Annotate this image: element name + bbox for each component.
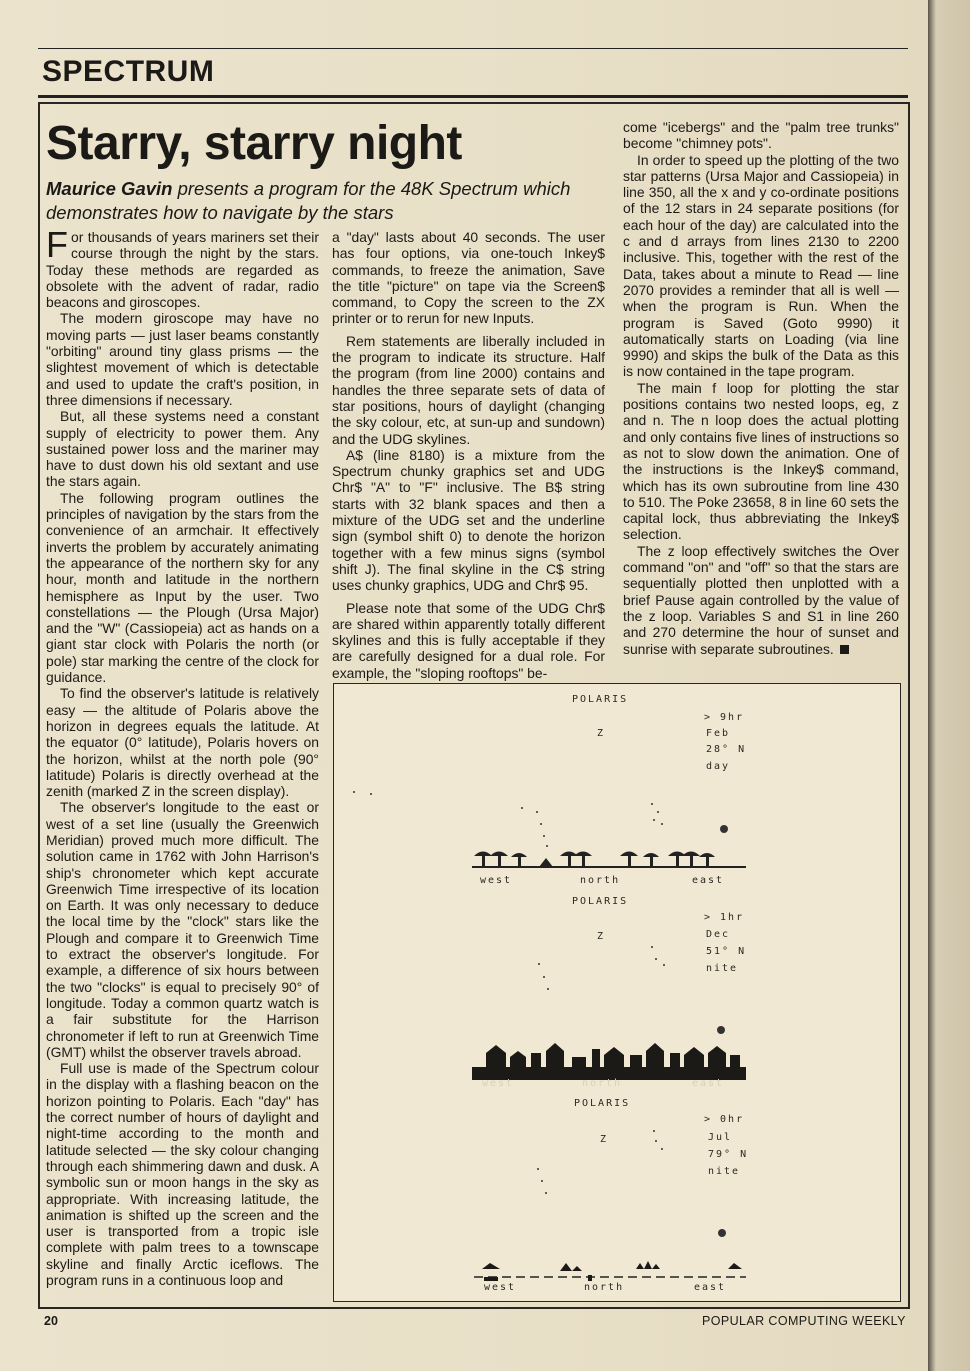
page-number: 20 (44, 1314, 58, 1328)
east-label: east (692, 1078, 725, 1089)
paragraph: The observer's longitude to the east or west of a set line (usually the Greenwich Meridian) proved much more difficult. The solution came in 1762 with John Harrison's ship's chronometer which kept accurate Greenwich Time irrespective of its location on Earth. It was only necessary to deduce the local time by the "clock" stars like the Plough and compare it to Greenwich Time to extract the observer's longitude. For example, a difference of six hours between the two "clocks" is equal to precisely 90° of longitude. Today a common quartz watch is a fair substitute for the Harrison chronometer if left to run at Greenwich Time (GMT) whilst the observer travels abroad. (46, 799, 319, 1060)
hour-readout: > 9hr (704, 712, 745, 723)
column-1 (46, 224, 319, 1288)
paragraph: Full use is made of the Spectrum colour in the display with a flashing beacon on the horizon pointing to Polaris. Each "day" has the correct number of hours of daylight and night-time according to the month and latitude selected — the sky colour changing through each shimmering dawn and dusk. A symbolic sun or moon hangs in the sky as appropriate. With increasing latitude, the animation is shifted up the screen and the user is transported from a tropic isle complete with palm trees to a townscape skyline and finally Arctic iceflows. The program runs in a continuous loop and (46, 1060, 319, 1288)
paragraph: Please note that some of the UDG Chr$ are shared within apparently totally different skylines and this is fully acceptable if they are carefully designed for a dual role. For example, the "sloping rooftops" be- (332, 599, 605, 681)
hour-readout: > 0hr (704, 1114, 745, 1125)
north-label: north (580, 875, 621, 886)
standfirst (46, 177, 586, 225)
month-readout: Jul (708, 1132, 733, 1143)
facing-page-edge (928, 0, 970, 1371)
paragraph: To find the observer's latitude is relatively easy — the altitude of Polaris above the horizon in degrees equals the latitude. At the equator (0° latitude), Polaris hovers on the horizon, whilst at the north pole (90° latitude) Polaris is directly overhead at the zenith (marked Z in the screen display). (46, 685, 319, 800)
section-header (38, 48, 908, 98)
zenith-marker: Z (597, 931, 606, 942)
end-mark-icon (840, 645, 849, 654)
west-label: west (482, 1078, 515, 1089)
day-night-readout: nite (706, 963, 739, 974)
latitude-readout: 51° N (706, 946, 747, 957)
east-label: east (692, 875, 725, 886)
palm-skyline (474, 852, 715, 868)
polaris-label: POLARIS (572, 896, 629, 907)
latitude-readout: 28° N (706, 744, 747, 755)
magazine-name: POPULAR COMPUTING WEEKLY (702, 1314, 906, 1328)
paragraph: In order to speed up the plotting of the two star patterns (Ursa Major and Cassiopeia) in line 350, all the x and y co-ordinate positions of the 12 stars in 24 separate positions (for each hour of the day) are calculated into the c and d arrays from lines 2130 to 2200 inclusive. This, together with the rest of the Data, takes about a minute to Read — line 2070 provides a reminder that all is well — when the program is Run. When the program is Saved (Goto 9990) it automatically starts on Loading (via line 9990) and skips the bulk of the Data as this is now contained in the tape program. (623, 151, 899, 380)
polaris-label: POLARIS (574, 1098, 631, 1109)
column-3 (623, 119, 899, 657)
paragraph: Rem statements are liberally included in the program to indicate its structure. Half the program (from line 2000) contains and handles the three separate sets of data of star positions, hours of daylight (changing the sky colour, etc, at sun-up and sundown) and the UDG skylines. (332, 332, 605, 447)
star-field-graphic (334, 889, 900, 1089)
author-name: Maurice Gavin (46, 178, 173, 199)
iceflow-skyline (482, 1261, 742, 1281)
paragraph: a "day" lasts about 40 seconds. The user has four options, via one-touch Inkey$ commands, to freeze the animation, Save the title "picture" on tape via the Screen$ command, to Copy the screen to the ZX printer or to rerun for new Inputs. (332, 229, 605, 327)
north-label: north (584, 1282, 625, 1293)
paragraph (623, 543, 899, 657)
star-field-graphic (334, 1089, 900, 1301)
paragraph: But, all these systems need a constant supply of electricity to power them. Any sustained power loss and the mariner may have to dust down his old sextant and use the stars again. (46, 408, 319, 490)
east-label: east (694, 1282, 727, 1293)
north-label: north (582, 1078, 623, 1089)
paragraph-text: or thousands of years mariners set their course through the night by the stars. Today these methods are regarded as obsolete with the advent of radar, radio beacons and giroscopes. (46, 229, 319, 311)
zenith-marker: Z (600, 1134, 609, 1145)
town-skyline (472, 1043, 746, 1080)
month-readout: Feb (706, 728, 731, 739)
zenith-marker: Z (597, 728, 606, 739)
paragraph (46, 224, 319, 311)
hour-readout: > 1hr (704, 912, 745, 923)
screen-dumps-figure (333, 683, 901, 1302)
paragraph-text: The z loop effectively switches the Over command "on" and "off" so that the stars are sequentially plotted then unplotted with a brief Pause again controlled by the value of the z loop. Variables S and S1 in line 260 and 270 determine the hour of sunset and sunrise with separate subroutines. (623, 542, 899, 657)
paragraph: The following program outlines the principles of navigation by the stars from the convenience of an armchair. It effectively inverts the problem by accurately animating the appearance of the northern sky for any hour, month and latitude in the northern hemisphere as Input by the user. Two constellations — the Plough (Ursa Major) and the "W" (Cassiopeia) act as hands on a giant star clock with Polaris the north (or pole) star marking the centre of the clock for guidance. (46, 489, 319, 686)
latitude-readout: 79° N (708, 1149, 749, 1160)
column-2 (332, 229, 605, 681)
paragraph: come "icebergs" and the "palm tree trunks" become "chimney pots". (623, 119, 899, 152)
paragraph: The modern giroscope may have no moving parts — just laser beams constantly "orbiting" around tiny glass prisms — the slightest movement of which is detectable and used to update the craft's position, in three dimensions if necessary. (46, 310, 319, 408)
polaris-label: POLARIS (572, 694, 629, 705)
day-night-readout: day (706, 761, 731, 772)
headline: Starry, starry night (46, 117, 462, 170)
west-label: west (484, 1282, 517, 1293)
standfirst-text: presents a program for the 48K Spectrum which demonstrates how to navigate by the stars (46, 178, 571, 223)
section-title: SPECTRUM (42, 55, 215, 88)
day-night-readout: nite (708, 1166, 741, 1177)
paragraph: A$ (line 8180) is a mixture from the Spectrum chunky graphics set and UDG Chr$ "A" to "F" inclusive. The B$ string starts with 32 blank spaces and then a mixture of the UDG set and the underline sign (symbol shift 0) to denote the horizon together with a few minus signs (symbol shift J). The final skyline in the C$ string uses chunky graphics, UDG and Chr$ 95. (332, 446, 605, 594)
west-label: west (480, 875, 513, 886)
star-field-graphic (334, 684, 900, 889)
paragraph: The main f loop for plotting the star positions contains two nested loops, eg, z and n. The n loop does the actual plotting and only contains five lines of instructions so as not to slow down the animation. One of the instructions is the Inkey$ command, which has its own subroutine from line 430 to 510. The Poke 23658, 8 in line 60 sets the capital lock, thus abbreviating the Inkey$ selection. (623, 379, 899, 543)
drop-cap: F (46, 224, 68, 265)
month-readout: Dec (706, 929, 731, 940)
